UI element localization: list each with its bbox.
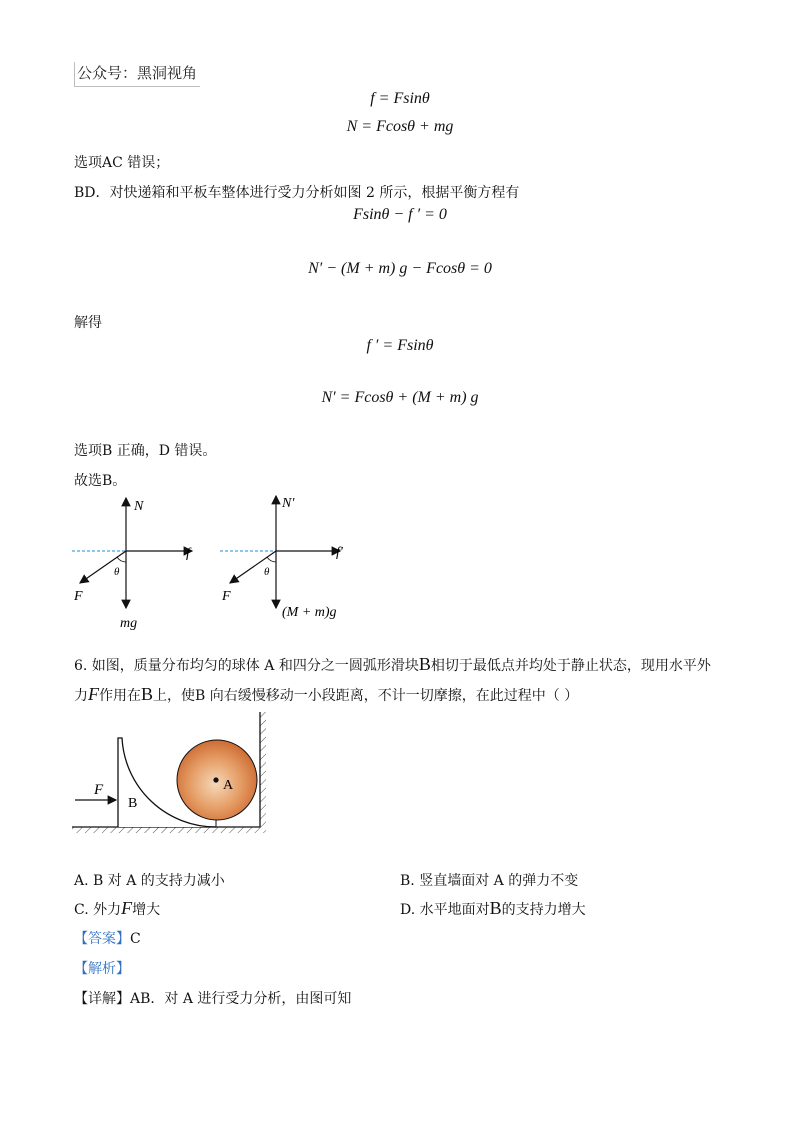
q6-line1-post: 相切于最低点并均处于静止状态，现用水平外: [430, 658, 711, 674]
equation-f-prime: f ′ = Fsinθ: [366, 337, 434, 354]
theta-arc: [267, 557, 276, 562]
label-theta: θ: [264, 566, 270, 578]
label-F: F: [222, 589, 231, 604]
option-d-post: 的支持力增大: [501, 902, 586, 918]
equation-friction: f = Fsinθ: [370, 90, 430, 107]
detail-line: [74, 988, 351, 1008]
equation-vertical-balance: N′ − (M + m) g − Fcosθ = 0: [308, 260, 492, 277]
question-6-line-2: [74, 684, 578, 705]
option-a: A. B 对 A 的支持力减小: [74, 873, 225, 889]
answer-tag: 【答案】: [74, 931, 130, 947]
option-c-pre: C. 外力: [74, 902, 122, 918]
equation-normal: N = Fcosθ + mg: [346, 118, 454, 135]
label-f-prime: f′: [336, 545, 343, 560]
q6-line2-mid: 作用在: [99, 688, 141, 704]
force-diagram-1: [64, 490, 214, 635]
label-total-gravity: (M + m)g: [282, 605, 337, 620]
text-choose-b: 故选B。: [74, 473, 127, 489]
text-option-b-correct: 选项B 正确，D 错误。: [74, 443, 217, 459]
analysis-line: [74, 958, 130, 978]
option-c-post: 增大: [132, 902, 161, 918]
q6-block-B-2: B: [141, 684, 154, 704]
force-diagram-2: [214, 490, 374, 630]
detail-tag: 【详解】: [74, 991, 130, 1007]
label-N: N: [134, 499, 144, 514]
label-theta: θ: [114, 566, 120, 578]
watermark: 公众号：黑洞视角: [74, 62, 200, 87]
option-c-force-F: F: [121, 898, 133, 918]
text-solve: 解得: [74, 315, 102, 331]
text-bd-analysis: BD．对快递箱和平板车整体进行受力分析如图 2 所示，根据平衡方程有: [74, 185, 520, 201]
q6-block-B: B: [418, 654, 431, 674]
label-mg: mg: [120, 616, 138, 631]
label-B: B: [128, 796, 138, 811]
detail-text: AB．对 A 进行受力分析，由图可知: [130, 991, 352, 1007]
question-6-line-1: [74, 654, 711, 675]
text-option-ac-wrong: 选项AC 错误；: [74, 155, 170, 171]
q6-force-F: F: [88, 684, 99, 704]
q6-line1-pre: 6. 如图，质量分布均匀的球体 A 和四分之一圆弧形滑块: [74, 658, 419, 674]
option-c: [74, 898, 160, 919]
ground-hatching: [72, 827, 262, 833]
option-d-pre: D. 水平地面对: [400, 902, 490, 918]
ball-center-dot: [213, 777, 218, 782]
label-F: F: [94, 782, 104, 798]
question-6-figure: [70, 712, 270, 840]
answer-line: [74, 928, 141, 948]
option-b: B. 竖直墙面对 A 的弹力不变: [400, 873, 579, 889]
equation-n-prime: N′ = Fcosθ + (M + m) g: [321, 389, 479, 406]
answer-value: C: [130, 931, 141, 947]
theta-arc: [117, 557, 126, 562]
option-d-block-B: B: [489, 898, 502, 918]
equation-horizontal-balance: Fsinθ − f ′ = 0: [353, 206, 447, 223]
label-F: F: [74, 589, 83, 604]
wall-hatching: [260, 712, 266, 833]
q6-line2-post: 上，使B 向右缓慢移动一小段距离，不计一切摩擦，在此过程中（ ）: [153, 688, 579, 704]
label-N-prime: N′: [282, 496, 295, 511]
label-f: f: [186, 546, 190, 561]
option-d: [400, 898, 586, 919]
analysis-tag: 【解析】: [74, 961, 130, 977]
q6-line2-pre: 力: [74, 688, 88, 704]
label-A: A: [223, 778, 234, 793]
